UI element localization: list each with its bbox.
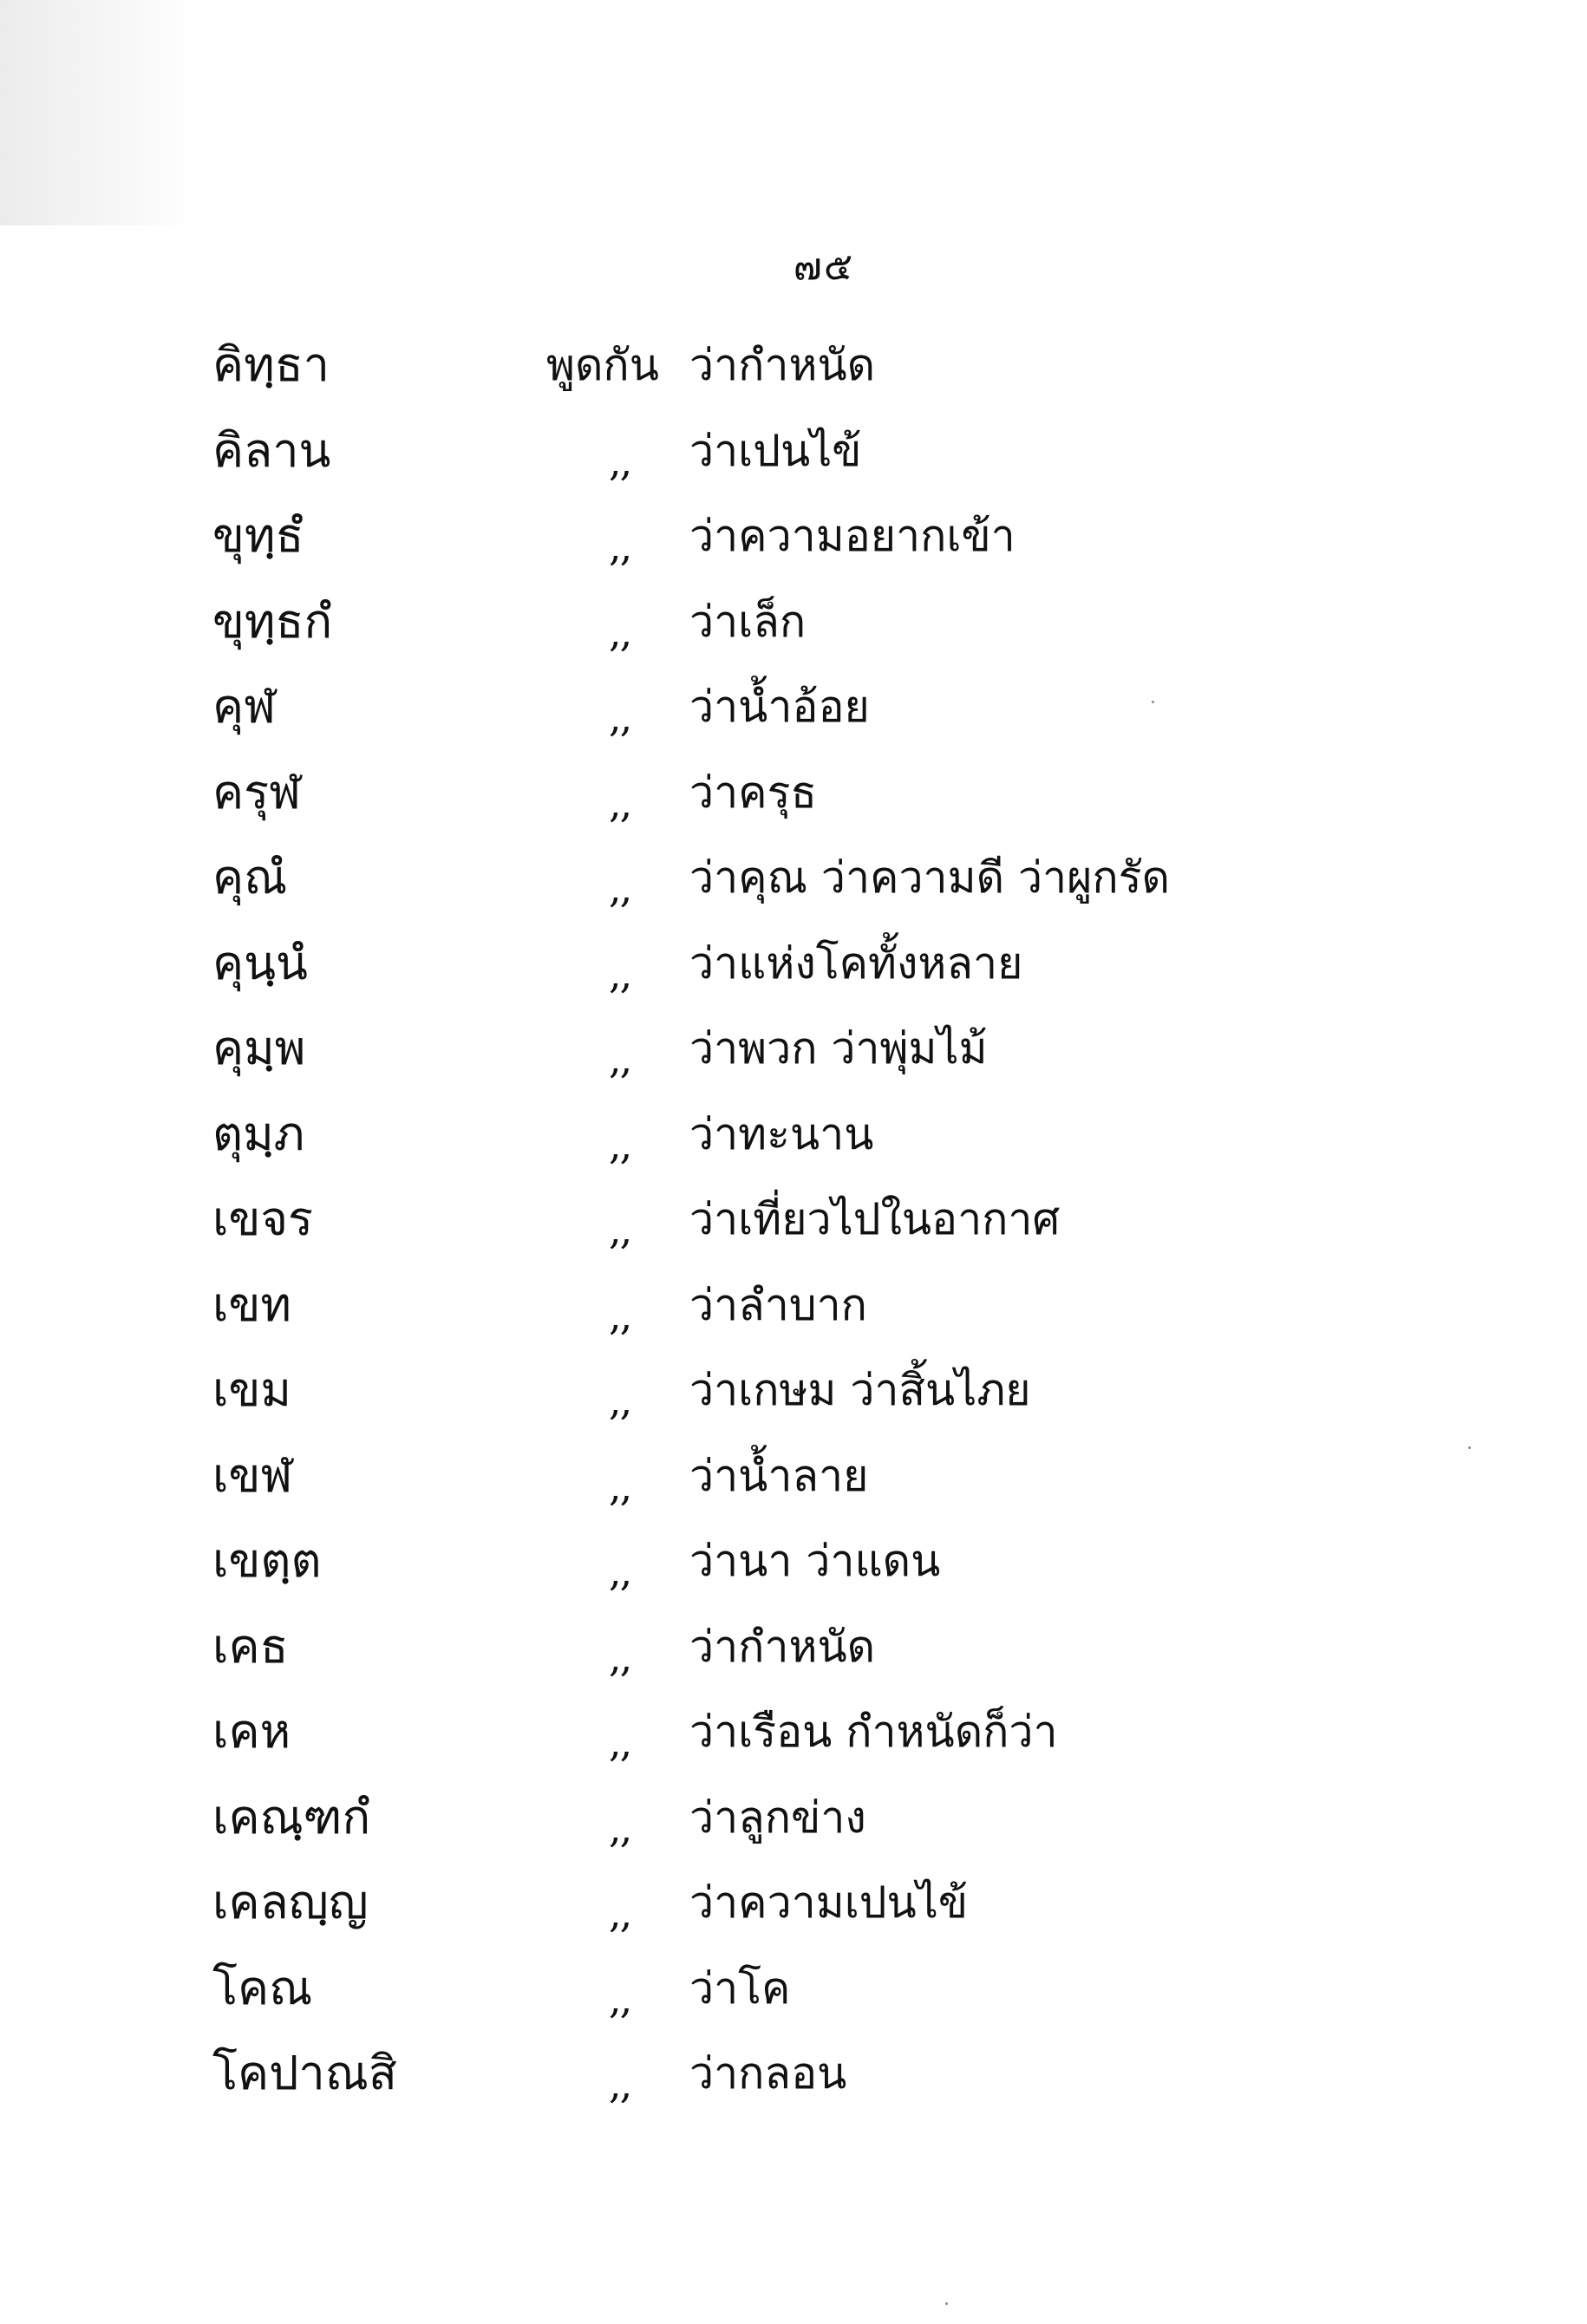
ditto-mark: ,,: [609, 1206, 631, 1253]
glossary-entry: [0, 2031, 1587, 2117]
glossary-entry: [0, 1604, 1587, 1690]
entry-meaning: ว่าความอยากเข้า: [689, 511, 1016, 561]
entry-meaning: ว่าความเปนไข้: [689, 1877, 969, 1928]
entry-meaning: ว่ากำหนัด: [689, 1621, 876, 1672]
entry-headword: เคณฺฑกํ: [212, 1789, 371, 1844]
glossary-entry: [0, 1775, 1587, 1861]
ditto-mark: ,,: [609, 1633, 631, 1681]
entry-headword: ครุฬ: [212, 764, 302, 819]
ditto-mark: ,,: [609, 694, 631, 741]
entry-meaning: ว่าแห่งโคทั้งหลาย: [689, 937, 1023, 989]
glossary-entry: [0, 579, 1587, 665]
entry-meaning: ว่าทะนาน: [689, 1108, 874, 1159]
glossary-list: [0, 323, 1587, 2117]
entry-headword: คุฬ: [212, 679, 277, 734]
ditto-mark: ,,: [609, 437, 631, 485]
ditto-mark: ,,: [609, 1975, 631, 2022]
entry-headword: ตุมฺภ: [212, 1106, 305, 1161]
ditto-mark: ,,: [609, 1035, 631, 1082]
glossary-entry: [0, 1518, 1587, 1604]
ditto-mark: ,,: [609, 1548, 631, 1595]
glossary-entry: [0, 1006, 1587, 1092]
ditto-mark: ,,: [609, 865, 631, 911]
entry-headword: คุนฺนํ: [212, 935, 308, 990]
ditto-mark: ,,: [609, 1377, 631, 1424]
entry-meaning: ว่ากลอน: [689, 2048, 847, 2099]
scan-speck: [1152, 701, 1154, 703]
entry-meaning: ว่าเรือน กำหนัดก็ว่า: [689, 1707, 1058, 1757]
entry-headword: เคลญฺญ: [212, 1875, 369, 1929]
ditto-mark: ,,: [609, 950, 631, 997]
entry-meaning: ว่าน้ำลาย: [689, 1450, 869, 1501]
entry-meaning: ว่านา ว่าแดน: [689, 1536, 941, 1586]
glossary-entry: [0, 664, 1587, 750]
ditto-mark: ,,: [609, 1462, 631, 1510]
entry-meaning: ว่าเกษม ว่าสิ้นไภย: [689, 1365, 1031, 1415]
glossary-entry: [0, 408, 1587, 494]
glossary-entry: [0, 1092, 1587, 1178]
entry-meaning: ว่าเล็ก: [689, 596, 807, 647]
glossary-entry: [0, 1263, 1587, 1348]
entry-meaning: ว่าน้ำอ้อย: [689, 682, 870, 732]
entry-headword: เคห: [212, 1704, 291, 1759]
entry-headword: คิทฺธา: [212, 337, 330, 392]
ditto-mark: ,,: [609, 1291, 631, 1339]
glossary-entry: [0, 921, 1587, 1007]
scan-shadow: [0, 0, 199, 225]
glossary-entry: [0, 1860, 1587, 1946]
ditto-mark: ,,: [609, 1804, 631, 1851]
entry-meaning: ว่าครุธ: [689, 767, 817, 818]
glossary-entry: [0, 1433, 1587, 1519]
glossary-entry: [0, 1689, 1587, 1775]
entry-headword: ขุทฺธกํ: [212, 593, 333, 649]
scan-speck: [1468, 1446, 1471, 1449]
entry-headword: เขท: [212, 1276, 291, 1332]
entry-meaning: ว่าเปนไข้: [689, 425, 862, 476]
glossary-entry: [0, 1348, 1587, 1433]
entry-meaning: ว่ากำหนัด: [689, 340, 876, 390]
ditto-mark: ,,: [609, 2060, 631, 2107]
glossary-entry: [0, 493, 1587, 579]
scan-speck: [945, 2302, 948, 2305]
glossary-entry: [0, 323, 1587, 408]
entry-headword: เคธ: [212, 1618, 289, 1674]
entry-headword: คุณํ: [212, 850, 288, 904]
ditto-mark: ,,: [609, 779, 631, 826]
entry-headword: โคณ: [212, 1960, 313, 2015]
entry-meaning: ว่าเที่ยวไปในอากาศ: [689, 1194, 1061, 1244]
entry-headword: ขุทฺธํ: [212, 508, 304, 563]
entry-headword: เขม: [212, 1362, 291, 1417]
ditto-mark: ,,: [609, 1890, 631, 1936]
ditto-mark: ,,: [609, 608, 631, 656]
page-number: ๗๕: [793, 245, 855, 289]
ditto-mark: ,,: [609, 523, 631, 570]
entry-headword: เขตฺต: [212, 1533, 322, 1588]
entry-meaning: ว่าโค: [689, 1962, 791, 2014]
glossary-entry: [0, 1177, 1587, 1263]
ditto-mark: ,,: [609, 1719, 631, 1766]
ditto-mark: ,,: [609, 1120, 631, 1168]
entry-meaning: ว่าคุณ ว่าความดี ว่าผูกรัด: [689, 852, 1171, 903]
entry-headword: คิลาน: [212, 422, 331, 478]
entry-headword: คุมฺพ: [212, 1021, 306, 1075]
entry-meaning: ว่าลูกข่าง: [689, 1792, 866, 1843]
entry-marker: พูดกัน: [546, 340, 659, 390]
glossary-entry: [0, 835, 1587, 921]
glossary-entry: [0, 750, 1587, 836]
entry-meaning: ว่าพวก ว่าพุ่มไม้: [689, 1023, 988, 1074]
entry-headword: โคปาณสิ: [212, 2046, 397, 2100]
entry-meaning: ว่าลำบาก: [689, 1279, 867, 1330]
entry-headword: เขจร: [212, 1191, 314, 1246]
entry-headword: เขฬ: [212, 1447, 293, 1503]
glossary-entry: [0, 1946, 1587, 2032]
